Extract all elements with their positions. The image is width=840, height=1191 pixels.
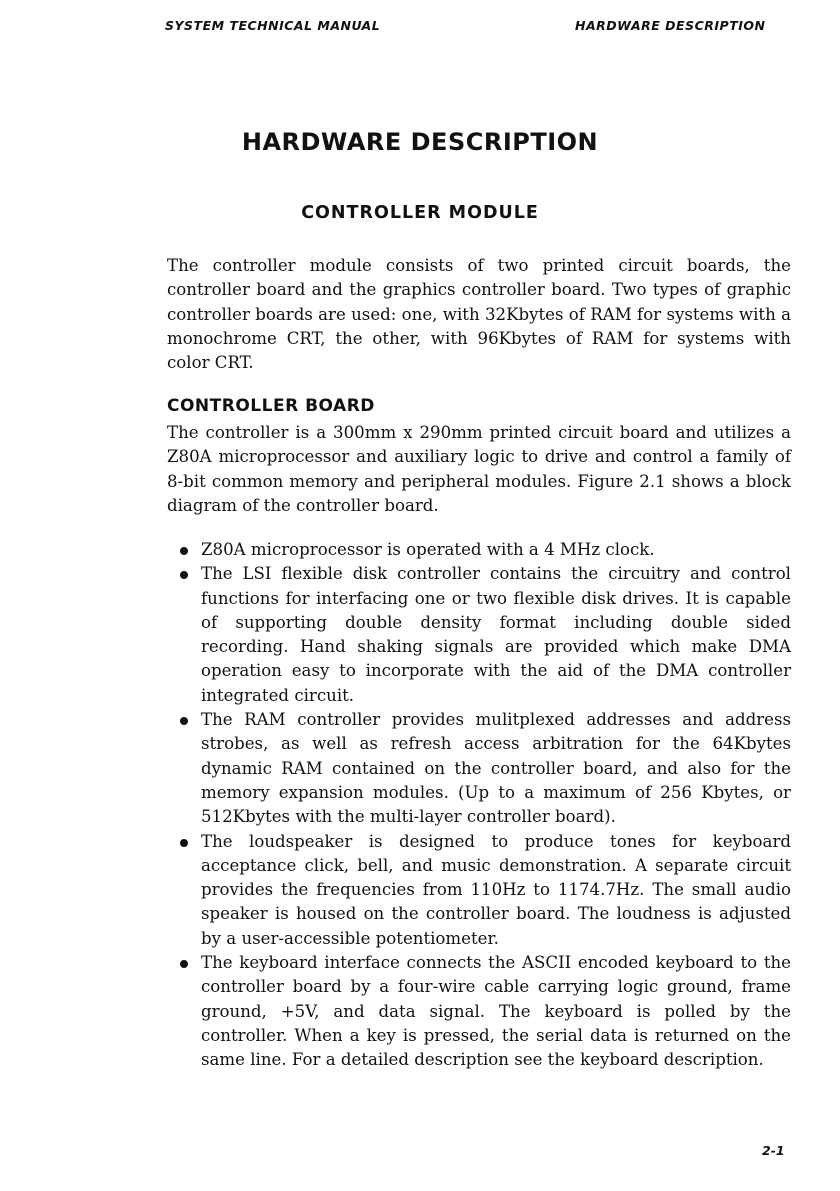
controller-board-heading: CONTROLLER BOARD [167, 396, 375, 416]
bullet-icon [180, 717, 188, 725]
list-item [167, 830, 791, 951]
list-item-text: Z80A microprocessor is operated with a 4 MHz clock. [201, 540, 655, 559]
list-item-text: The LSI flexible disk controller contains the circuitry and control functions for interfacing one or two flexible disk drives. It is capable of supporting double density format including double sided recording. Hand shaking signals are provided which make DMA operation easy to incorporate with the aid of the DMA controller integrated circuit. [201, 564, 791, 705]
running-head-right: HARDWARE DESCRIPTION [575, 18, 766, 33]
bullet-icon [180, 839, 188, 847]
controller-board-paragraph: The controller is a 300mm x 290mm printed circuit board and utilizes a Z80A microprocessor and auxiliary logic to drive and control a family of 8-bit common memory and peripheral modules. Figure 2.1 shows a block diagram of the controller board. [167, 423, 791, 515]
list-item [167, 538, 791, 562]
page-title: HARDWARE DESCRIPTION [241, 128, 599, 156]
list-item-text: The loudspeaker is designed to produce tones for keyboard acceptance click, bell, and music demonstration. A separate circuit provides the frequencies from 110Hz to 1174.7Hz. The small audio speaker is housed on the controller board. The loudness is adjusted by a user-accessible potentiometer. [201, 831, 791, 948]
section-title: CONTROLLER MODULE [301, 203, 539, 223]
intro-paragraph: The controller module consists of two printed circuit boards, the controller board and the graphics controller board. Two types of graphic controller boards are used: one, with 32Kbytes of RAM for systems with a monochrome CRT, the other, with 96Kbytes of RAM for systems with color CRT. [167, 256, 791, 373]
list-item [167, 562, 791, 708]
list-item [167, 951, 791, 1072]
list-item-text: The keyboard interface connects the ASCII encoded keyboard to the controller board by a four-wire cable carrying logic ground, frame ground, +5V, and data signal. The keyboard is polled by the controller. When a key is pressed, the serial data is returned on the same line. For a detailed description see the keyboard description. [201, 953, 791, 1070]
bullet-icon [180, 960, 188, 968]
bullet-icon [180, 547, 188, 555]
bullet-icon [180, 571, 188, 579]
feature-list [167, 538, 791, 1073]
list-item-text: The RAM controller provides mulitplexed addresses and address strobes, as well as refresh access arbitration for the 64Kbytes dynamic RAM contained on the controller board, and also for the memory expansion modules. (Up to a maximum of 256 Kbytes, or 512Kbytes with the multi-layer controller board). [201, 710, 791, 827]
page-number: 2-1 [762, 1143, 785, 1158]
running-head-left: SYSTEM TECHNICAL MANUAL [165, 18, 381, 33]
list-item [167, 708, 791, 829]
